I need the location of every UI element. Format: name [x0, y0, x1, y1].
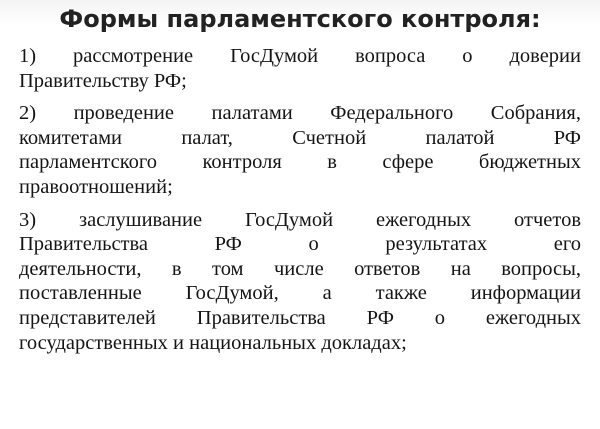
- list-item-3: [19, 208, 581, 356]
- text-line: 3) заслушивание ГосДумой ежегодных отчетов: [19, 208, 581, 231]
- text-line: государственных и национальных докладах;: [19, 331, 407, 354]
- text-line: поставленные ГосДумой, а также информации: [19, 282, 581, 305]
- text-line: парламентского контроля в сфере бюджетных: [19, 151, 581, 174]
- text-line: комитетами палат, Счетной палатой РФ: [19, 126, 581, 149]
- list-item-2: [19, 101, 581, 199]
- text-line: Правительству РФ;: [19, 69, 187, 92]
- text-line: 1) рассмотрение ГосДумой вопроса о доверии: [19, 45, 581, 67]
- text-line: правоотношений;: [19, 175, 173, 198]
- text-line: 2) проведение палатами Федерального Собрания,: [19, 102, 581, 125]
- text-line: представителей Правительства РФ о ежегодных: [19, 306, 581, 329]
- text-line: Правительства РФ о результатах его: [19, 233, 581, 256]
- slide-body: [19, 44, 581, 363]
- list-item-1: [19, 44, 581, 93]
- slide-title: Формы парламентского контроля:: [59, 5, 541, 33]
- text-line: деятельности, в том числе ответов на вопросы,: [19, 257, 581, 280]
